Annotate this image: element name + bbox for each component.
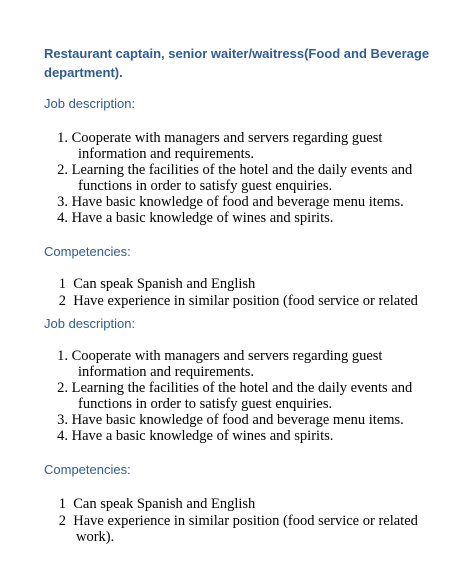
item-text: Have a basic knowledge of wines and spirits. xyxy=(71,210,334,226)
item-number: 1. xyxy=(57,348,68,364)
document-title xyxy=(44,44,454,82)
item-number: 2 xyxy=(58,293,66,309)
list-item xyxy=(40,428,333,445)
item-text: Cooperate with managers and servers regarding guest xyxy=(71,130,383,146)
item-text-continuation: functions in order to satisfy guest enquiries. xyxy=(78,178,333,194)
item-text: Have experience in similar position (food service or related xyxy=(73,293,418,309)
list-item xyxy=(40,276,255,293)
item-text: Have experience in similar position (food service or related xyxy=(73,513,418,529)
item-number: 2 xyxy=(58,513,66,529)
item-number: 3. xyxy=(57,194,68,210)
item-number: 1 xyxy=(58,276,66,292)
title-line-1: Restaurant captain, senior waiter/waitress(Food and Beverage xyxy=(44,46,430,61)
item-number: 2. xyxy=(57,380,68,396)
item-number: 4. xyxy=(57,210,68,226)
item-text: Have basic knowledge of food and beverage menu items. xyxy=(71,412,404,428)
list-item xyxy=(40,194,404,211)
item-text: Can speak Spanish and English xyxy=(73,276,256,292)
section-heading-competencies: Competencies: xyxy=(44,244,131,259)
item-text-continuation: information and requirements. xyxy=(78,364,254,380)
item-text: Have a basic knowledge of wines and spirits. xyxy=(71,428,334,444)
item-number: 3. xyxy=(57,412,68,428)
list-item xyxy=(40,380,412,397)
item-text-continuation: functions in order to satisfy guest enquiries. xyxy=(78,396,333,412)
title-line-2: department). xyxy=(44,65,123,80)
section-heading-job-description: Job description: xyxy=(44,96,136,111)
section-heading-job-description: Job description: xyxy=(44,316,136,331)
item-text: Can speak Spanish and English xyxy=(73,496,256,512)
section-heading-competencies: Competencies: xyxy=(44,462,131,477)
list-item xyxy=(40,210,333,227)
list-item xyxy=(40,348,382,365)
item-text: Cooperate with managers and servers regarding guest xyxy=(71,348,383,364)
item-number: 1 xyxy=(58,496,66,512)
item-number: 1. xyxy=(57,130,68,146)
list-item xyxy=(40,130,382,147)
item-number: 2. xyxy=(57,162,68,178)
item-text-continuation: information and requirements. xyxy=(78,146,254,162)
list-item xyxy=(40,496,255,513)
item-text: Learning the facilities of the hotel and the daily events and xyxy=(71,380,413,396)
list-item xyxy=(40,513,418,530)
list-item xyxy=(40,162,412,179)
item-text-continuation: work). xyxy=(76,529,115,545)
list-item xyxy=(40,412,404,429)
item-number: 4. xyxy=(57,428,68,444)
item-text: Learning the facilities of the hotel and the daily events and xyxy=(71,162,413,178)
list-item xyxy=(40,293,418,310)
item-text: Have basic knowledge of food and beverage menu items. xyxy=(71,194,404,210)
